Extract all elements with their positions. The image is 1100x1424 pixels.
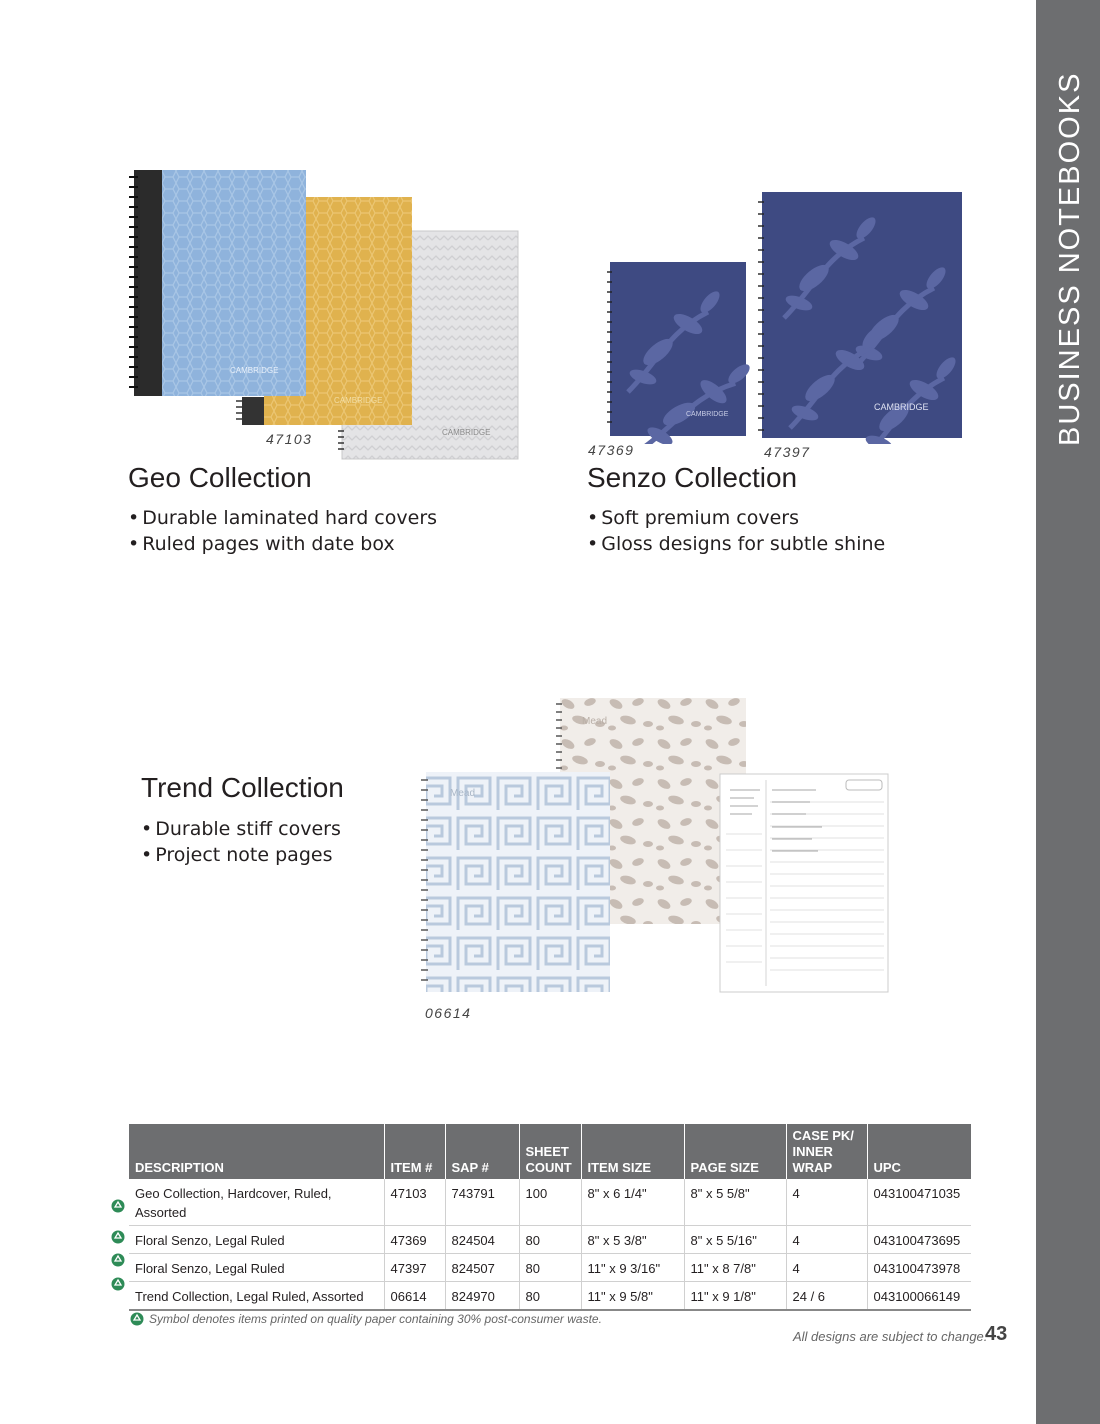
geo-feature-2: • Ruled pages with date box — [128, 531, 437, 557]
row-upc: 043100473978 — [867, 1254, 971, 1282]
row-item-size: 11" x 9 3/16" — [581, 1254, 684, 1282]
row-item-number: 47397 — [384, 1254, 445, 1282]
table-row — [129, 1254, 971, 1282]
row-upc: 043100471035 — [867, 1179, 971, 1226]
geo-brand-blue: CAMBRIDGE — [230, 366, 279, 375]
row-sheet-count: 80 — [519, 1254, 581, 1282]
row-case-pack: 24 / 6 — [786, 1282, 867, 1311]
senzo-brand-small: CAMBRIDGE — [686, 411, 729, 418]
row-item-size: 8" x 6 1/4" — [581, 1179, 684, 1226]
trend-feature-2: • Project note pages — [141, 842, 341, 868]
col-item-number: ITEM # — [384, 1124, 445, 1179]
col-sap-number: SAP # — [445, 1124, 519, 1179]
recycle-icon — [111, 1230, 125, 1244]
row-case-pack: 4 — [786, 1254, 867, 1282]
product-spec-table — [129, 1124, 971, 1311]
senzo-small-notebook — [607, 262, 754, 444]
row-upc: 043100066149 — [867, 1282, 971, 1311]
row-case-pack: 4 — [786, 1226, 867, 1254]
footnote-text: Symbol denotes items printed on quality paper containing 30% post-consumer waste. — [149, 1312, 602, 1326]
trend-title: Trend Collection — [141, 772, 344, 803]
col-case-pack: CASE PK/ INNER WRAP — [786, 1124, 867, 1179]
geo-brand-yellow: CAMBRIDGE — [334, 396, 383, 405]
geo-notebooks-photo — [120, 165, 530, 465]
row-item-number: 06614 — [384, 1282, 445, 1311]
row-sheet-count: 80 — [519, 1226, 581, 1254]
col-upc: UPC — [867, 1124, 971, 1179]
page-number: 43 — [985, 1323, 1008, 1345]
row-description: Floral Senzo, Legal Ruled — [129, 1226, 384, 1254]
col-item-size: ITEM SIZE — [581, 1124, 684, 1179]
table-row — [129, 1226, 971, 1254]
senzo-brand-large: CAMBRIDGE — [874, 402, 929, 412]
row-page-size: 11" x 8 7/8" — [684, 1254, 786, 1282]
row-sap-number: 824970 — [445, 1282, 519, 1311]
row-upc: 043100473695 — [867, 1226, 971, 1254]
geo-title: Geo Collection — [128, 462, 312, 493]
senzo-title: Senzo Collection — [587, 462, 798, 493]
trend-notebooks-photo — [414, 694, 894, 996]
row-page-size: 11" x 9 1/8" — [684, 1282, 786, 1311]
senzo-notebooks-photo — [604, 188, 968, 444]
trend-features — [141, 816, 341, 868]
row-page-size: 8" x 5 5/8" — [684, 1179, 786, 1226]
trend-brand-leopard: Mead — [582, 716, 608, 727]
row-description: Floral Senzo, Legal Ruled — [129, 1254, 384, 1282]
row-description: Trend Collection, Legal Ruled, Assorted — [129, 1282, 384, 1311]
row-item-number: 47103 — [384, 1179, 445, 1226]
row-sap-number: 743791 — [445, 1179, 519, 1226]
senzo-feature-2: • Gloss designs for subtle shine — [587, 531, 885, 557]
recycle-icon — [111, 1277, 125, 1291]
row-item-number: 47369 — [384, 1226, 445, 1254]
row-sheet-count: 80 — [519, 1282, 581, 1311]
recycle-icon — [111, 1253, 125, 1267]
geo-feature-1: • Durable laminated hard covers — [128, 505, 437, 531]
table-header-row — [129, 1124, 971, 1179]
section-title: BUSINESS NOTEBOOKS — [1054, 71, 1086, 446]
trend-item-number: 06614 — [425, 1005, 472, 1021]
geo-blue-notebook — [129, 170, 306, 396]
table-row — [129, 1282, 971, 1311]
recycle-icon — [111, 1199, 125, 1213]
trend-brand-greek: Mead — [450, 788, 476, 799]
row-sheet-count: 100 — [519, 1179, 581, 1226]
senzo-small-item-number: 47369 — [588, 442, 635, 458]
trend-greek-key-notebook — [421, 772, 610, 992]
senzo-feature-1: • Soft premium covers — [587, 505, 885, 531]
row-sap-number: 824504 — [445, 1226, 519, 1254]
row-sap-number: 824507 — [445, 1254, 519, 1282]
senzo-large-item-number: 47397 — [764, 444, 811, 460]
table-row — [129, 1179, 971, 1226]
geo-item-number: 47103 — [266, 431, 313, 447]
col-page-size: PAGE SIZE — [684, 1124, 786, 1179]
recycle-icon — [130, 1312, 144, 1326]
row-page-size: 8" x 5 5/16" — [684, 1226, 786, 1254]
senzo-large-notebook — [758, 192, 962, 444]
row-item-size: 11" x 9 5/8" — [581, 1282, 684, 1311]
row-item-size: 8" x 5 3/8" — [581, 1226, 684, 1254]
trend-project-page — [720, 774, 888, 992]
row-case-pack: 4 — [786, 1179, 867, 1226]
col-description: DESCRIPTION — [129, 1124, 384, 1179]
geo-features — [128, 505, 437, 557]
col-sheet-count: SHEET COUNT — [519, 1124, 581, 1179]
design-disclaimer: All designs are subject to change. — [793, 1329, 988, 1344]
trend-feature-1: • Durable stiff covers — [141, 816, 341, 842]
senzo-features — [587, 505, 885, 557]
row-description: Geo Collection, Hardcover, Ruled, Assorted — [129, 1179, 384, 1226]
geo-brand-gray: CAMBRIDGE — [442, 428, 491, 437]
